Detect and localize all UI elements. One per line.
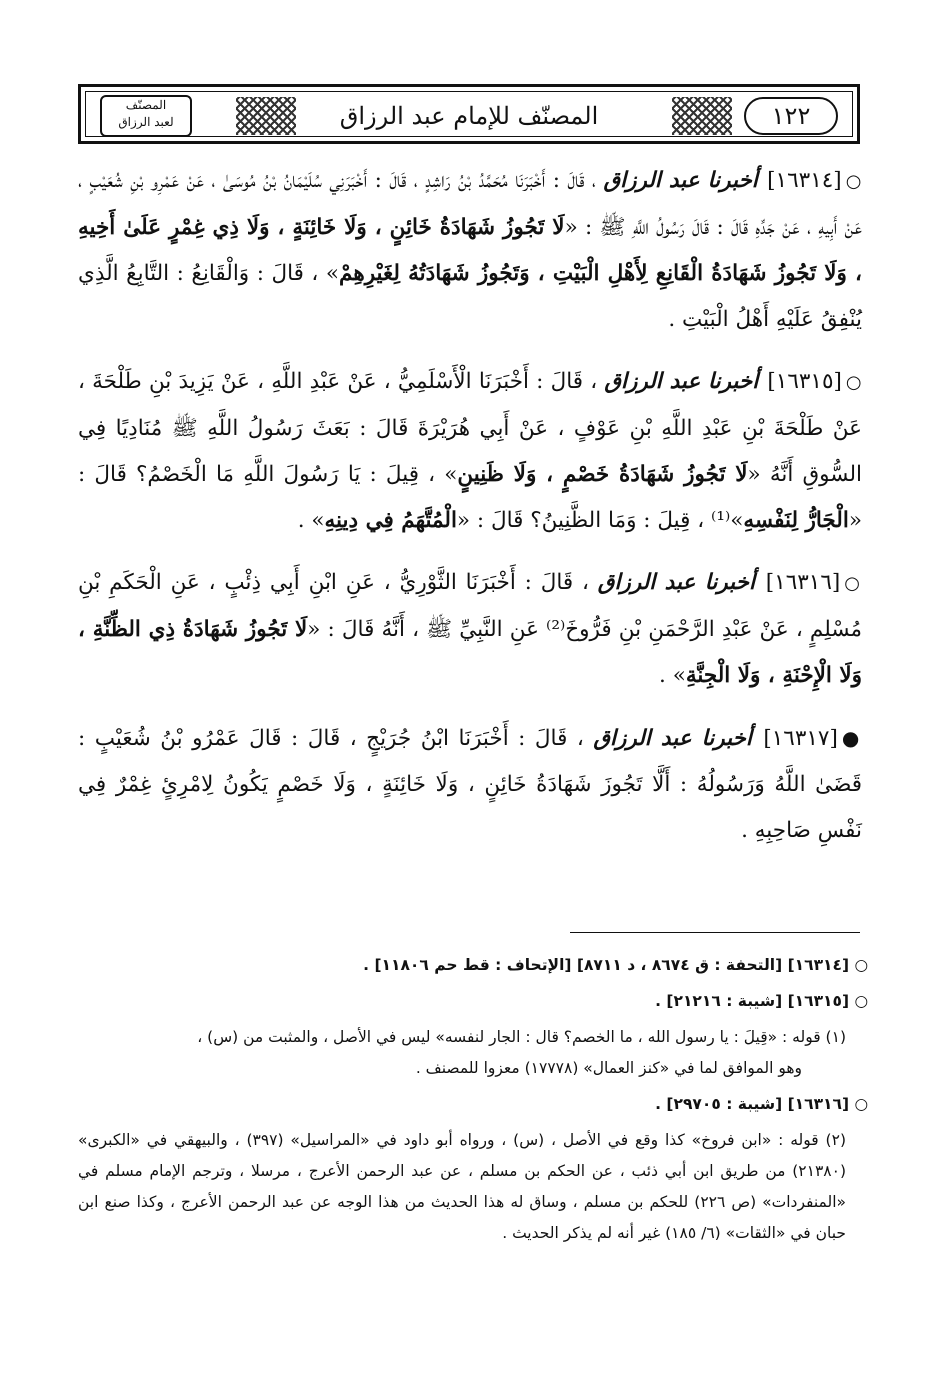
hadith-entry-16317 [78, 715, 862, 854]
isnad-text: ، قَالَ : أَخْبَرَنَا الْأَسْلَمِيُّ ، عَنْ عَبْدِ اللَّهِ ، عَنْ يَزِيدَ بْنِ طَلْحَةَ ، عَنْ طَلْحَةَ بْنِ عَبْدِ اللَّهِ بْنِ عَوْفٍ ، عَنْ أَبِي هُرَيْرَةَ قَالَ : بَعَثَ رَسُولُ اللَّهِ ﷺ مُنَادِيًا فِي السُّوقِ أَنَّهُ « [78, 369, 862, 487]
footnote-line: من هذا الوجه عن عبد الرحمن الأعرج ، وكذا صنع ابن حبان في «الثقات» (٦/ ١٨٥) غير أنه لم يذكر [78, 1193, 846, 1242]
footnote-separator [570, 932, 860, 933]
header-frame [85, 91, 853, 137]
footnote-1 [78, 1022, 868, 1084]
entry-marker: ○ [845, 171, 862, 192]
running-title: المصنّف للإمام عبد الرزاق [339, 102, 599, 130]
footnote-line: مرسلا ، وترجم الإمام مسلم في «المنفردات» (ص ٢٢٦) للحكم بن مسلم ، وساق له هذا الحديث [78, 1162, 846, 1211]
hadith-intro: أخبرنا عبد الرزاق [603, 168, 758, 193]
footnote-2 [78, 1125, 868, 1249]
hadith-intro: أخبرنا عبد الرزاق [597, 570, 755, 595]
footnote-reference: ○ [١٦٣١٤] [التحفة : ق ٨٦٧٤ ، د ٨٧١١] [الإتحاف : قط حم ١١٨٠٦] . [363, 956, 868, 974]
entry-marker: ○ [844, 573, 862, 594]
hadith-number: [١٦٣١٦] [765, 570, 841, 595]
hadith-intro: أخبرنا عبد الرزاق [604, 369, 759, 394]
hadith-text: » ، قَالَ : وَالْقَانِعُ : التَّابِعُ الَّذِي يُنْفِقُ عَلَيْهِ أَهْلُ الْبَيْتِ . [78, 261, 862, 332]
footnote-reference: ○ [١٦٣١٦] [شيبة : ٢٩٧٠٥] . [655, 1095, 868, 1113]
hadith-intro: أخبرنا عبد الرزاق [593, 726, 752, 751]
matn-text: الْمُتَّهَمُ فِي دِينِهِ [324, 508, 457, 533]
hadith-number: [١٦٣١٥] [767, 369, 842, 394]
hadith-entry-16314 [78, 158, 862, 343]
hadith-text: » . [659, 663, 686, 688]
matn-text: لَا تَجُوزُ شَهَادَةُ خَائِنٍ ، وَلَا خَائِنَةٍ ، وَلَا ذِي غِمْرٍ عَلَىٰ أَخِيهِ ، وَلَا تَجُوزُ شَهَادَةُ الْقَانِعِ لِأَهْلِ الْبَيْتِ ، وَتَجُوزُ شَهَادَتُهُ لِغَيْرِهِمْ [78, 215, 862, 286]
matn-text: الْجَارُّ لِنَفْسِهِ [743, 508, 849, 533]
entry-marker: ● [841, 726, 862, 750]
hadith-text: ، قَالَ : أَخْبَرَنَا ابْنُ جُرَيْجٍ ، قَالَ : قَالَ عَمْرُو بْنُ شُعَيْبٍ : قَضَىٰ اللَّهُ وَرَسُولُهُ : أَلَّا تَجُوزَ شَهَادَةُ خَائِنٍ ، وَلَا خَائِنَةٍ ، وَلَا خَصْمٍ يَكُونُ لِامْرِئٍ غِمْرٌ فِي نَفْسِ صَاحِبِهِ . [78, 726, 862, 843]
isnad-text: ، قَالَ : أَخْبَرَنَا مُحَمَّدُ بْنُ رَاشِدٍ ، قَالَ : أَخْبَرَنِي سُلَيْمَانُ بْنُ مُوسَىٰ ، عَنْ عَمْرِو بْنِ شُعَيْبٍ ، عَنْ أَبِيهِ ، عَنْ جَدِّهِ قَالَ : قَالَ رَسُولُ اللَّهِ ﷺ : « [78, 168, 862, 240]
hadith-text: » . [297, 508, 325, 533]
footnote-line: (١) قوله : «قِيلَ : يا رسول الله ، ما الخصم؟ قال : الجار لنفسه» ليس في الأصل ، والمثبت من (س) ، [197, 1028, 846, 1046]
isnad-text: ، قَالَ : أَخْبَرَنَا الثَّوْرِيُّ ، عَنِ ابْنِ أَبِي ذِئْبٍ ، عَنِ الْحَكَمِ بْنِ مُسْلِمٍ ، عَنْ عَبْدِ الرَّحْمَنِ بْنِ فَرُّوخَ⁽²⁾ عَنِ النَّبِيِّ ﷺ ، أَنَّهُ قَالَ : « [78, 570, 863, 642]
footnotes [78, 950, 868, 1254]
seal-line-2: لعبد الرزاق [118, 115, 174, 129]
hadith-number: [١٦٣١٧] [763, 726, 838, 751]
footnote-reference: ○ [١٦٣١٥] [شيبة : ٢١٢١٦] . [655, 992, 868, 1010]
ornament-left [236, 97, 296, 135]
page-header [78, 84, 860, 144]
matn-text: لَا تَجُوزُ شَهَادَةُ ذِي الظِّنَّةِ ، وَلَا الْإِحْنَةِ ، وَلَا الْجِنَّةِ [78, 617, 862, 688]
hadith-text: »⁽¹⁾ ، قِيلَ : وَمَا الظَّنِينُ؟ قَالَ : « [456, 508, 744, 533]
entry-marker: ○ [845, 372, 862, 393]
footnote-line: الحديث . [502, 1224, 559, 1242]
book-seal-logo [100, 95, 192, 137]
footnote-line: وهو الموافق لما في «كنز العمال» (١٧٧٧٨) معزوا للمصنف . [415, 1059, 802, 1077]
hadith-body [78, 158, 862, 870]
seal-line-1: المصنّف [125, 98, 167, 112]
hadith-entry-16315 [78, 359, 862, 544]
matn-text: لَا تَجُوزُ شَهَادَةُ خَصْمٍ ، وَلَا ظَنِينٍ [457, 462, 748, 487]
footnote-line: «الكبرى» (٢١٣٨٠) من طريق ابن أبي ذئب ، عن الحكم بن مسلم ، عن عبد الرحمن الأعرج ، [78, 1131, 846, 1180]
hadith-entry-16316 [78, 560, 862, 699]
hadith-text: » ، قِيلَ : يَا رَسُولَ اللَّهِ مَا الْخَصْمُ؟ قَالَ : « [78, 462, 862, 533]
hadith-number: [١٦٣١٤] [767, 168, 842, 193]
page-number: ١٢٢ [744, 97, 838, 135]
footnote-line: (٢) قوله : «ابن فروخ» كذا وقع في الأصل ، (س) ، ورواه أبو داود في «المراسيل» (٣٩٧) ، والبيهقي في [146, 1131, 846, 1149]
